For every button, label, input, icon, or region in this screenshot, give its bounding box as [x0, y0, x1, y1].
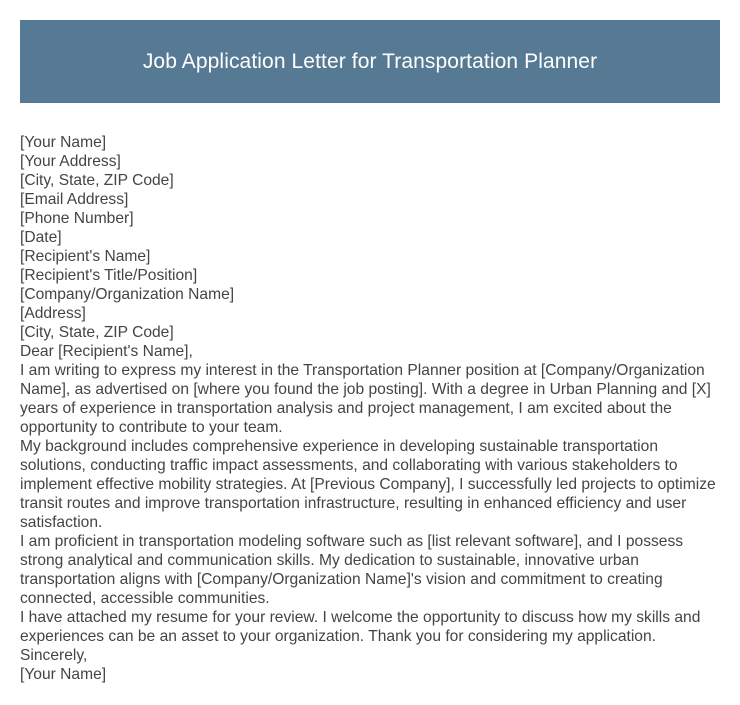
signature: [Your Name]	[20, 666, 107, 683]
closing: Sincerely,	[20, 647, 88, 664]
paragraph-closing: I have attached my resume for your review. I welcome the opportunity to discuss how my skills and experiences can be an asset to your organization. Thank you for considering my application.	[20, 609, 701, 645]
recipient-company: [Company/Organization Name]	[20, 286, 235, 303]
recipient-city-state-zip: [City, State, ZIP Code]	[20, 324, 174, 341]
paragraph-skills: I am proficient in transportation modeling software such as [list relevant software], and I possess strong analytical and communication skills. My dedication to sustainable, innovative urban transportation aligns with [Company/Organization Name]'s vision and commitment to creating connected, accessible communities.	[20, 533, 684, 607]
sender-name: [Your Name]	[20, 134, 107, 151]
recipient-address: [Address]	[20, 305, 86, 322]
letter-body	[20, 133, 725, 684]
sender-email: [Email Address]	[20, 191, 129, 208]
page-header	[20, 20, 720, 103]
recipient-name: [Recipient's Name]	[20, 248, 151, 265]
salutation: Dear [Recipient's Name],	[20, 343, 193, 360]
sender-city-state-zip: [City, State, ZIP Code]	[20, 172, 174, 189]
recipient-title: [Recipient's Title/Position]	[20, 267, 198, 284]
paragraph-intro: I am writing to express my interest in the Transportation Planner position at [Company/Organization Name], as advertised on [where you found the job posting]. With a degree in Urban Planning and [X] years of experience in transportation analysis and project management, I am excited about the opportunity to contribute to your team.	[20, 362, 711, 436]
letter-date: [Date]	[20, 229, 62, 246]
sender-address: [Your Address]	[20, 153, 121, 170]
paragraph-background: My background includes comprehensive experience in developing sustainable transportation solutions, conducting traffic impact assessments, and collaborating with various stakeholders to implement effective mobility strategies. At [Previous Company], I successfully led projects to optimize transit routes and improve transportation infrastructure, resulting in enhanced efficiency and user satisfaction.	[20, 438, 716, 531]
page-title: Job Application Letter for Transportation Planner	[142, 49, 598, 73]
sender-phone: [Phone Number]	[20, 210, 134, 227]
